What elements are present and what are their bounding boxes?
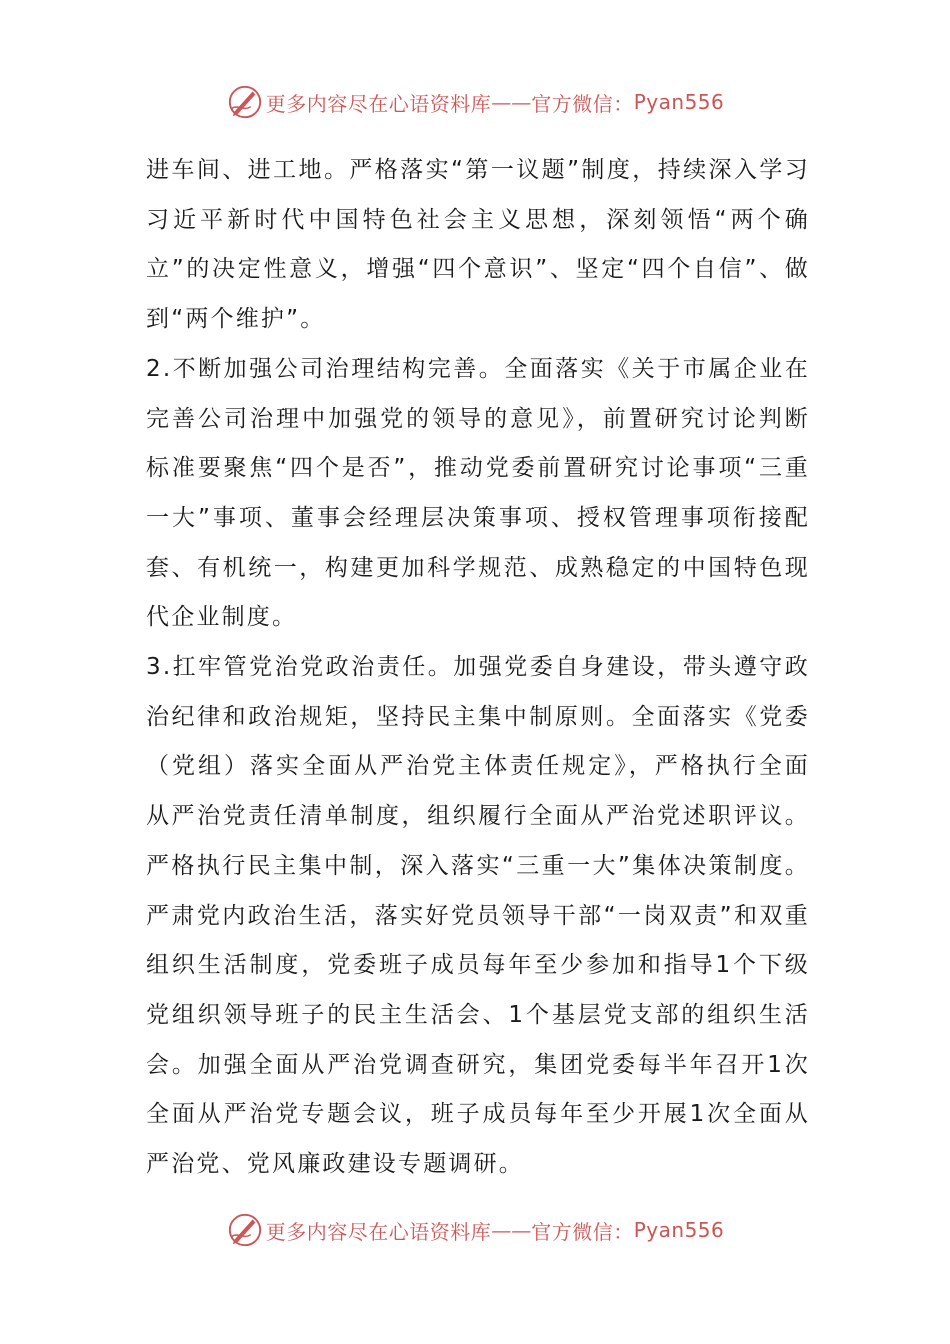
- footer-banner-separator: ——: [491, 1218, 532, 1242]
- header-watermark-banner: [0, 78, 950, 126]
- footer-watermark-banner: [0, 1206, 950, 1254]
- paragraph-item-3: 3.扛牢管党治党政治责任。加强党委自身建设，带头遵守政治纪律和政治规矩，坚持民主集中制原则。全面落实《党委（党组）落实全面从严治党主体责任规定》，严格执行全面从严治党责任清单制度，组织履行全面从严治党述职评议。严格执行民主集中制，深入落实“三重一大”集体决策制度。严肃党内政治生活，落实好党员领导干部“一岗双责”和双重组织生活制度，党委班子成员每年至少参加和指导1个下级党组织领导班子的民主生活会、1个基层党支部的组织生活会。加强全面从严治党调查研究，集团党委每半年召开1次全面从严治党专题会议，班子成员每年至少开展1次全面从严治党、党风廉政建设专题调研。: [146, 654, 810, 1178]
- footer-banner-text: 更多内容尽在心语资料库: [265, 1219, 492, 1244]
- header-banner-separator: ——: [491, 90, 532, 114]
- paragraph-item-2: 2.不断加强公司治理结构完善。全面落实《关于市属企业在完善公司治理中加强党的领导的意见》，前置研究讨论判断标准要聚焦“四个是否”，推动党委前置研究讨论事项“三重一大”事项、董事会经理层决策事项、授权管理事项衔接配套、有机统一，构建更加科学规范、成熟稳定的中国特色现代企业制度。: [146, 355, 810, 631]
- paragraph-continuation: 进车间、进工地。严格落实“第一议题”制度，持续深入学习习近平新时代中国特色社会主义思想，深刻领悟“两个确立”的决定性意义，增强“四个意识”、坚定“四个自信”、做到“两个维护”。: [146, 157, 810, 333]
- pen-logo-icon: [226, 1211, 264, 1249]
- header-banner-text: 更多内容尽在心语资料库: [265, 91, 492, 116]
- pen-logo-icon: [226, 83, 264, 121]
- footer-contact-value: Pyan556: [633, 1218, 725, 1242]
- header-contact-value: Pyan556: [633, 90, 725, 114]
- header-contact-label: 官方微信：: [531, 91, 634, 116]
- document-body: [146, 146, 810, 1190]
- footer-contact-label: 官方微信：: [531, 1219, 634, 1244]
